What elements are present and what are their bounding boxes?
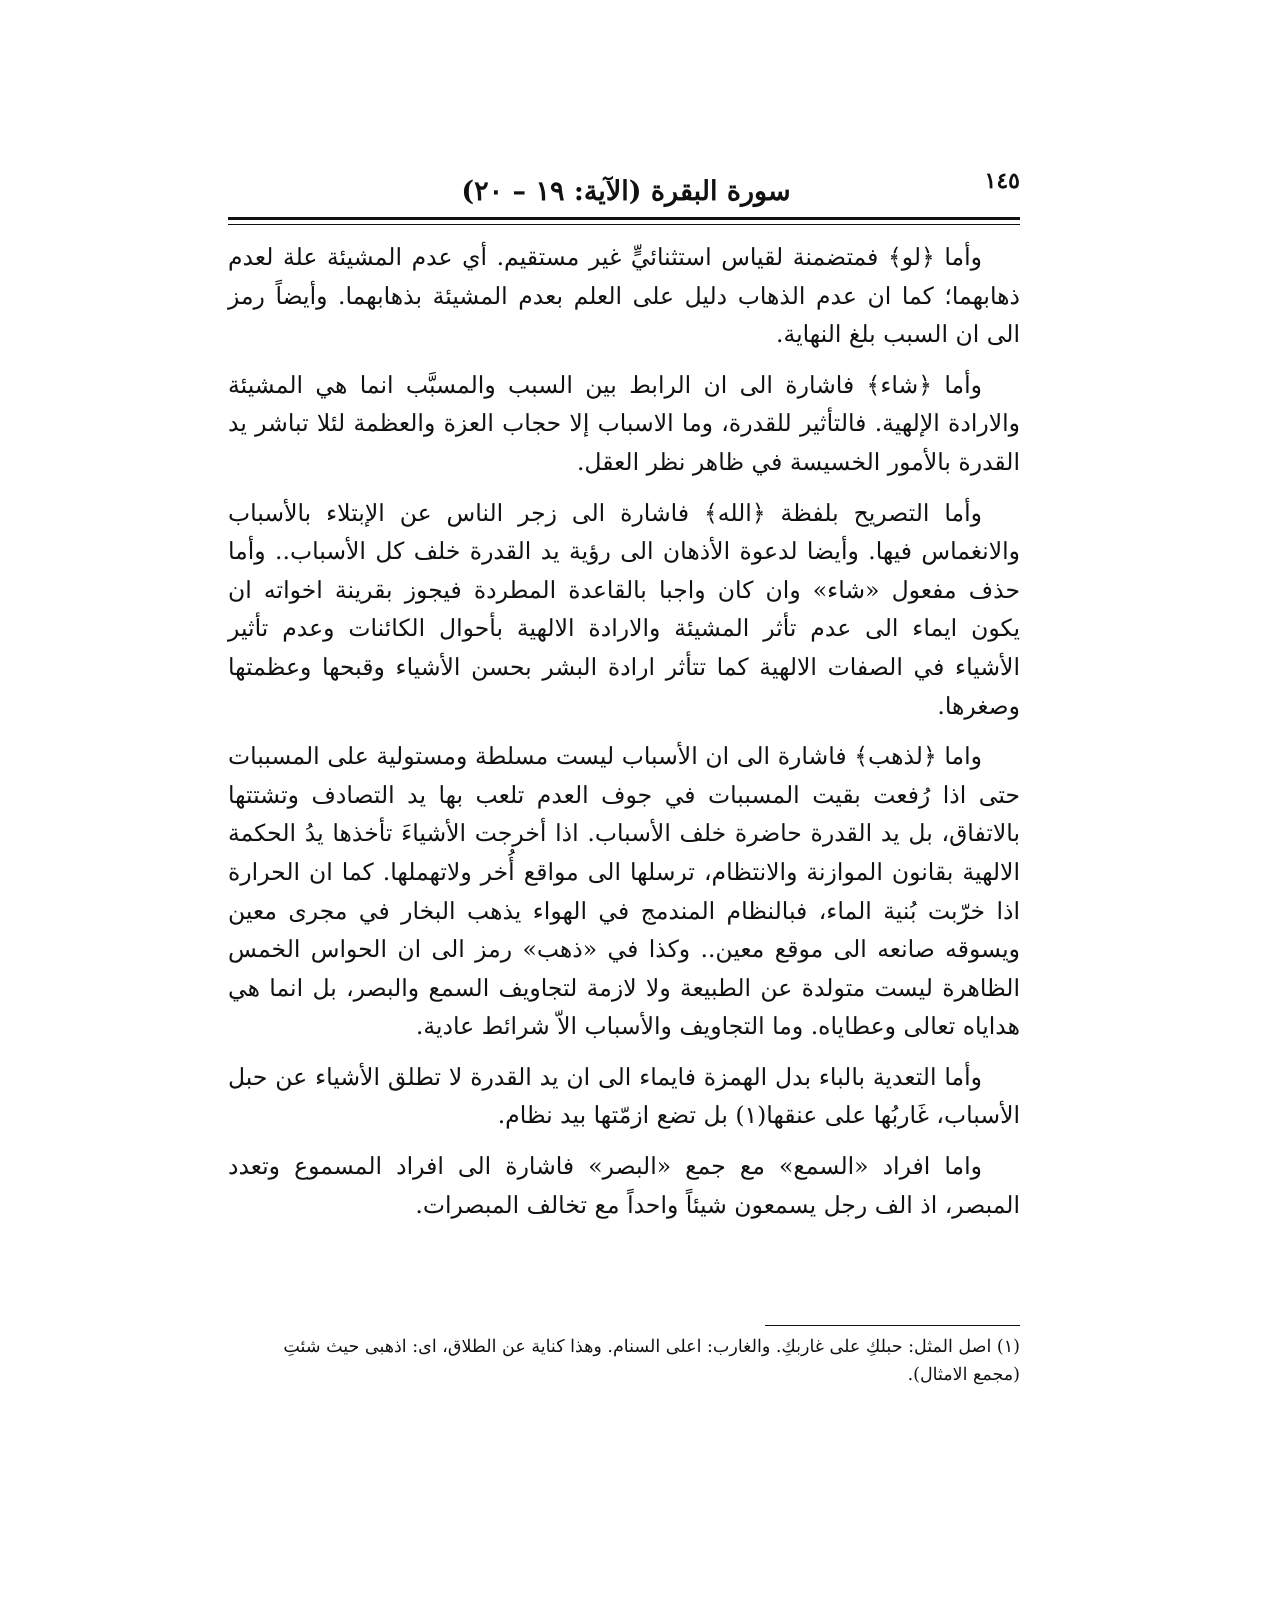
footnotes [228,1333,1020,1389]
paragraph: واما ﴿لذهب﴾ فاشارة الى ان الأسباب ليست مسلطة ومستولية على المسببات حتى اذا رُفعت بقيت المسببات في جوف العدم تلعب بها يد التصادف وتشتتها بالاتفاق، بل يد القدرة حاضرة خلف الأسباب. اذا أخرجت الأشياءَ تأخذها يدُ الحكمة الالهية بقانون الموازنة والانتظام، ترسلها الى مواقع أُخر ولاتهملها. كما ان الحرارة اذا خرّبت بُنية الماء، فبالنظام المندمج في الهواء يذهب البخار في مجرى معين ويسوقه صانعه الى موقع معين.. وكذا في «ذهب» رمز الى ان الحواس الخمس الظاهرة ليست متولدة عن الطبيعة ولا لازمة لتجاويف السمع والبصر، بل انما هي هداياه تعالى وعطاياه. وما التجاويف والأسباب الاّ شرائط عادية. [228,742,1020,1041]
page-number: ١٤٥ [984,168,1020,194]
paragraph: وأما ﴿لو﴾ فمتضمنة لقياس استثنائيٍّ غير مستقيم. أي عدم المشيئة علة لعدم ذهابهما؛ كما ان عدم الذهاب دليل على العلم بعدم المشيئة بذهابهما. وأيضاً رمز الى ان السبب بلغ النهاية. [228,243,1020,349]
running-title: سورة البقرة (الآية: ١٩ – ٢٠) [461,176,791,207]
paragraph: وأما التعدية بالباء بدل الهمزة فايماء الى ان يد القدرة لا تطلق الأشياء عن حبل الأسباب، غَاربُها على عنقها(١) بل تضع ازمّتها بيد نظام. [228,1062,1020,1130]
paragraph: واما افراد «السمع» مع جمع «البصر» فاشارة الى افراد المسموع وتعدد المبصر، اذ الف رجل يسمعون شيئاً واحداً مع تخالف المبصرات. [228,1152,1020,1219]
paragraph: وأما ﴿شاء﴾ فاشارة الى ان الرابط بين السبب والمسبَّب انما هي المشيئة والارادة الإلهية. فالتأثير للقدرة، وما الاسباب إلا حجاب العزة والعظمة لئلا تباشر يد القدرة بالأمور الخسيسة في ظاهر نظر العقل. [228,370,1020,476]
footnote: (١) اصل المثل: حبلكِ على غاربكِ. والغارب: اعلى السنام. وهذا كناية عن الطلاق، اى: اذهبى حيث شئتِ [283,1337,1020,1357]
page-header [232,168,1020,212]
body-text [228,238,1020,1236]
header-rule-thin [228,224,1020,225]
header-rule-thick [228,217,1020,220]
footnote-rule [765,1325,1020,1326]
paragraph: وأما التصريح بلفظة ﴿الله﴾ فاشارة الى زجر الناس عن الإبتلاء بالأسباب والانغماس فيها. وأيضا لدعوة الأذهان الى رؤية يد القدرة خلف كل الأسباب.. وأما حذف مفعول «شاء» وان كان واجبا بالقاعدة المطردة فيجوز بقرينة اخواته ان يكون ايماء الى عدم تأثر المشيئة والارادة الالهية بأحوال الكائنات وعدم تأثير الأشياء في الصفات الالهية كما تتأثر ارادة البشر بحسن الأشياء وقبحها وعظمتها وصغرها. [228,498,1020,720]
footnote-continuation: (مجمع الامثال). [907,1365,1020,1385]
